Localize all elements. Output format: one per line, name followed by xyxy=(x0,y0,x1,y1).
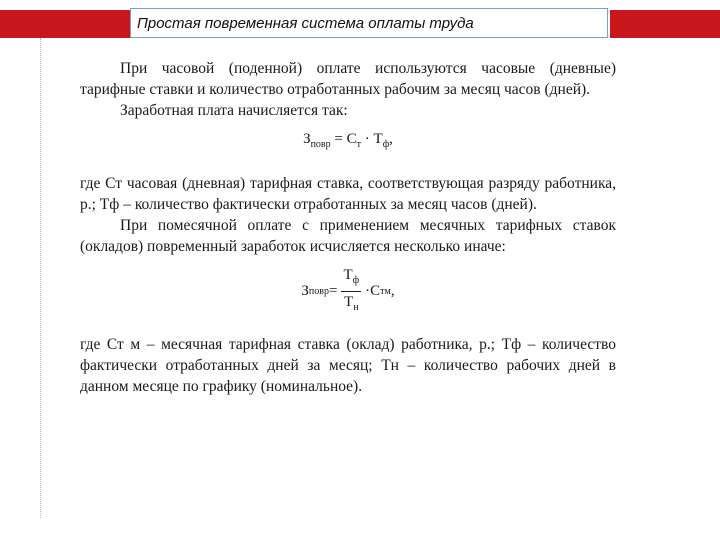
paragraph-3: где Ст часовая (дневная) тарифная ставка, соответствующая разряду работника, р.; Тф – количество фактически отработанных за месяц часов (дней). xyxy=(80,175,616,213)
numerator-sub: ф xyxy=(352,275,360,286)
formula1-eq: = xyxy=(330,131,347,147)
formula1-lhs: З xyxy=(303,131,311,147)
formula1-rate: С xyxy=(346,131,357,147)
formula-monthly xyxy=(80,265,616,318)
formula2-lhs-sub: повр xyxy=(308,286,329,297)
formula1-rate-sub: т xyxy=(356,139,362,150)
paragraph-4: При помесячной оплате с применением месячных тарифных ставок (окладов) повременный заработок исчисляется несколько иначе: xyxy=(80,217,616,255)
formula1-lhs-sub: повр xyxy=(310,139,331,150)
formula2-rate-sup: м xyxy=(384,286,391,297)
denominator-sub: н xyxy=(353,302,359,313)
formula2-fraction xyxy=(341,265,361,318)
document-body xyxy=(80,58,616,397)
fraction-denominator xyxy=(342,292,361,318)
slide-title-text: Простая повременная система оплаты труда xyxy=(137,14,474,32)
paragraph-1: При часовой (поденной) оплате используются часовые (дневные) тарифные ставки и количество отработанных рабочим за месяц часов (дней). xyxy=(80,60,616,98)
accent-bar-right xyxy=(610,10,720,38)
paragraph-2: Заработная плата начисляется так: xyxy=(120,102,348,119)
dotted-guide xyxy=(40,38,42,518)
formula1-time: Т xyxy=(373,131,383,147)
formula1-time-sub: ф xyxy=(382,139,390,150)
formula-hourly xyxy=(80,129,616,155)
fraction-numerator xyxy=(341,265,361,292)
formula2-rate-sub: т xyxy=(380,286,385,297)
formula1-op: · xyxy=(361,131,374,147)
formula2-op: · xyxy=(365,283,371,299)
accent-bar-left xyxy=(0,10,130,38)
numerator-symbol: Т xyxy=(343,267,353,283)
formula2-eq: = xyxy=(329,283,338,299)
denominator-symbol: Т xyxy=(344,294,354,310)
slide-title xyxy=(130,8,608,38)
formula1-end: , xyxy=(389,131,393,147)
paragraph-5: где Ст м – месячная тарифная ставка (оклад) работника, р.; Тф – количество фактически отработанных дней за месяц; Тн – количество рабочих дней в данном месяце по графику (номинальное). xyxy=(80,336,616,395)
formula2-end: , xyxy=(390,283,395,299)
formula2-lhs: З xyxy=(301,283,309,299)
formula2-rate: С xyxy=(370,283,381,299)
